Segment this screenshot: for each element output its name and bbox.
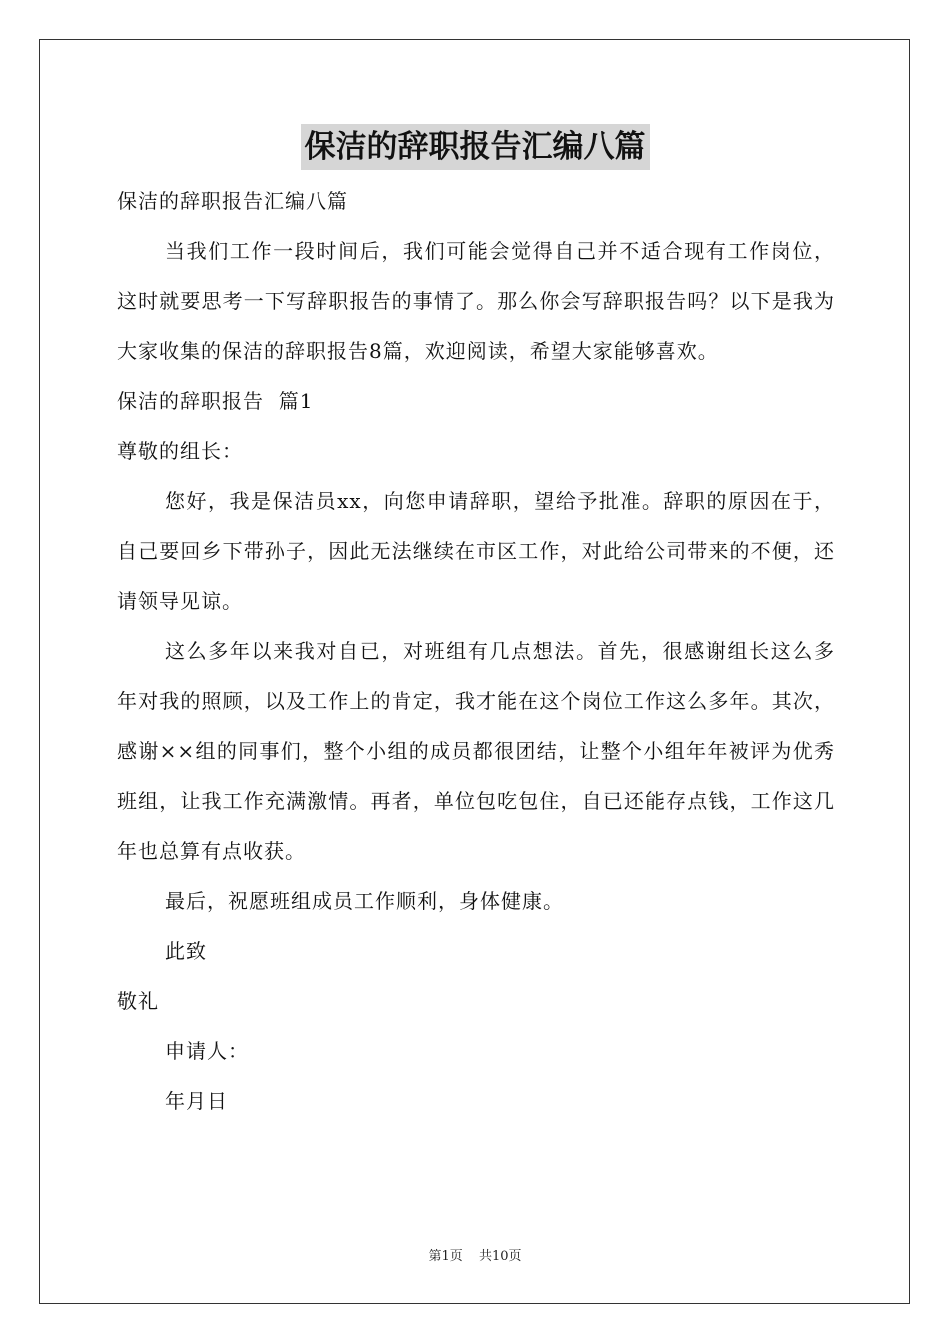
- closing-line-1: 此致: [165, 939, 207, 963]
- page-number-current: 第1页: [428, 1249, 463, 1264]
- document-title: [0, 124, 950, 170]
- page-footer: [0, 1247, 950, 1267]
- applicant-label: 申请人：: [165, 1039, 249, 1063]
- body-paragraph-2: 这么多年以来我对自已，对班组有几点想法。首先，很感谢组长这么多年对我的照顾，以及工作上的肯定，我才能在这个岗位工作这么多年。其次，感谢××组的同事们，整个小组的成员都很团结，让整个小组年年被评为优秀班组，让我工作充满激情。再者，单位包吃包住，自已还能存点钱，工作这几年也总算有点收获。: [117, 639, 835, 863]
- intro-paragraph: 当我们工作一段时间后，我们可能会觉得自己并不适合现有工作岗位，这时就要思考一下写辞职报告的事情了。那么你会写辞职报告吗？以下是我为大家收集的保洁的辞职报告8篇，欢迎阅读，希望大家能够喜欢。: [117, 239, 835, 363]
- body-paragraph-1: 您好，我是保洁员xx，向您申请辞职，望给予批准。辞职的原因在于，自己要回乡下带孙子，因此无法继续在市区工作，对此给公司带来的不便，还请领导见谅。: [117, 489, 835, 613]
- document-subtitle: 保洁的辞职报告汇编八篇: [117, 189, 348, 213]
- salutation: 尊敬的组长：: [117, 439, 243, 463]
- page-number-total: 共10页: [478, 1249, 522, 1264]
- document-title-text: 保洁的辞职报告汇编八篇: [301, 124, 650, 170]
- section-heading: 保洁的辞职报告 篇1: [117, 389, 314, 413]
- closing-line-2: 敬礼: [117, 989, 159, 1013]
- date-line: 年月日: [165, 1089, 228, 1113]
- body-paragraph-3: 最后，祝愿班组成员工作顺利，身体健康。: [165, 889, 564, 913]
- document-body: [117, 176, 835, 1126]
